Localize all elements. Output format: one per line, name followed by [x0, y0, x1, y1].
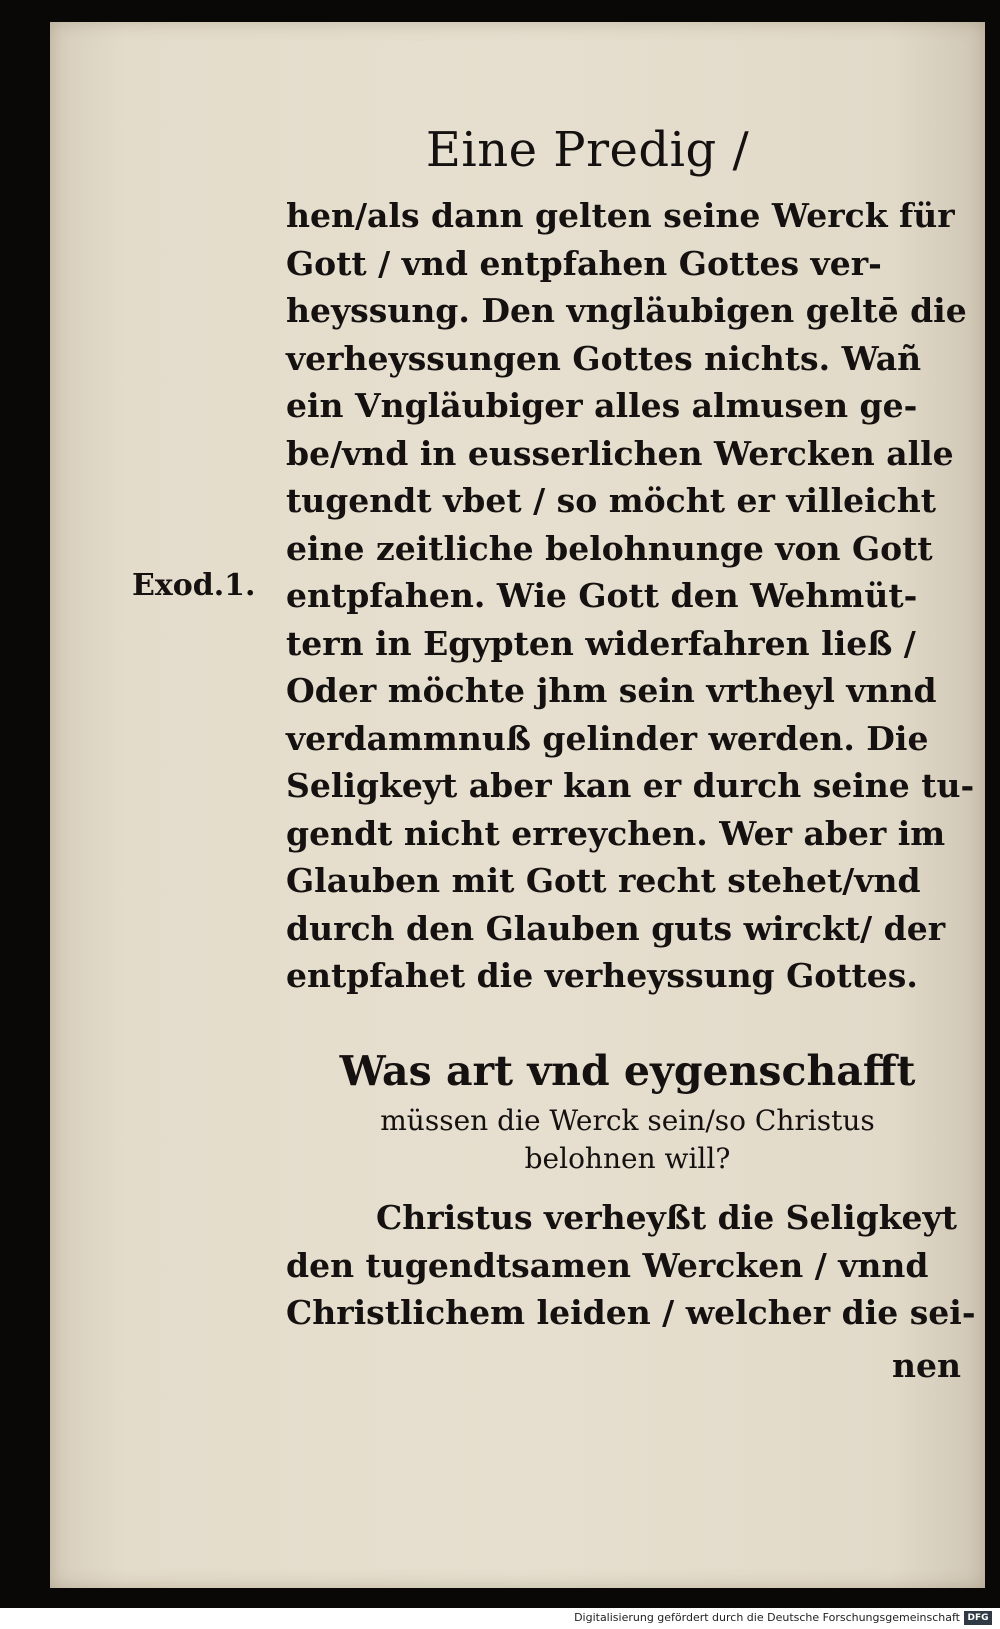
text-line: verdammnuß gelinder werden. Die — [286, 718, 929, 758]
text-line: tugendt vbet / so möcht er villeicht — [286, 481, 936, 520]
book-page — [50, 22, 985, 1588]
text-line: hen/als dann gelten seine Werck für — [286, 196, 955, 235]
running-header: Eine Predig / — [425, 122, 750, 178]
text-line: be/vnd in eusserlichen Wercken alle — [286, 433, 954, 473]
text-line: eine zeitliche belohnunge von Gott — [286, 528, 933, 568]
dfg-logo: DFG — [964, 1611, 992, 1625]
section-subheading: müssen die Werck sein/so Christus — [380, 1104, 875, 1137]
text-line: den tugendtsamen Wercken / vnnd — [286, 1245, 929, 1285]
section-heading: Was art vnd eygenschafft — [339, 1047, 916, 1095]
body-text — [286, 192, 986, 1000]
text-line: entpfahet die verheyssung Gottes. — [286, 956, 918, 995]
text-line: Christlichem leiden / welcher die sei- — [286, 1293, 976, 1332]
text-line: Oder möchte jhm sein vrtheyl vnnd — [286, 671, 937, 710]
text-line: gendt nicht erreychen. Wer aber im — [286, 813, 946, 853]
section-body-text — [286, 1194, 986, 1337]
margin-note: Exod.1. — [132, 568, 256, 603]
text-line: Christus verheyßt die Seligkeyt — [376, 1198, 957, 1237]
text-line: entpfahen. Wie Gott den Wehmüt- — [286, 576, 918, 615]
section-subheading: belohnen will? — [524, 1142, 731, 1175]
text-line: Seligkeyt aber kan er durch seine tu- — [286, 766, 975, 805]
digitization-footer — [0, 1608, 1000, 1629]
catchword: nen — [892, 1346, 961, 1385]
text-line: verheyssungen Gottes nichts. Wañ — [286, 338, 922, 378]
text-line: Gott / vnd entpfahen Gottes ver- — [286, 243, 882, 283]
text-line: ein Vngläubiger alles almusen ge- — [286, 386, 918, 425]
funding-credit: Digitalisierung gefördert durch die Deutsche Forschungsgemeinschaft — [574, 1611, 960, 1624]
text-line: Glauben mit Gott recht stehet/vnd — [286, 861, 921, 900]
text-line: heyssung. Den vngläubigen geltē die — [286, 291, 967, 330]
text-line: tern in Egypten widerfahren ließ / — [286, 623, 916, 663]
text-line: durch den Glauben guts wirckt/ der — [286, 908, 946, 948]
